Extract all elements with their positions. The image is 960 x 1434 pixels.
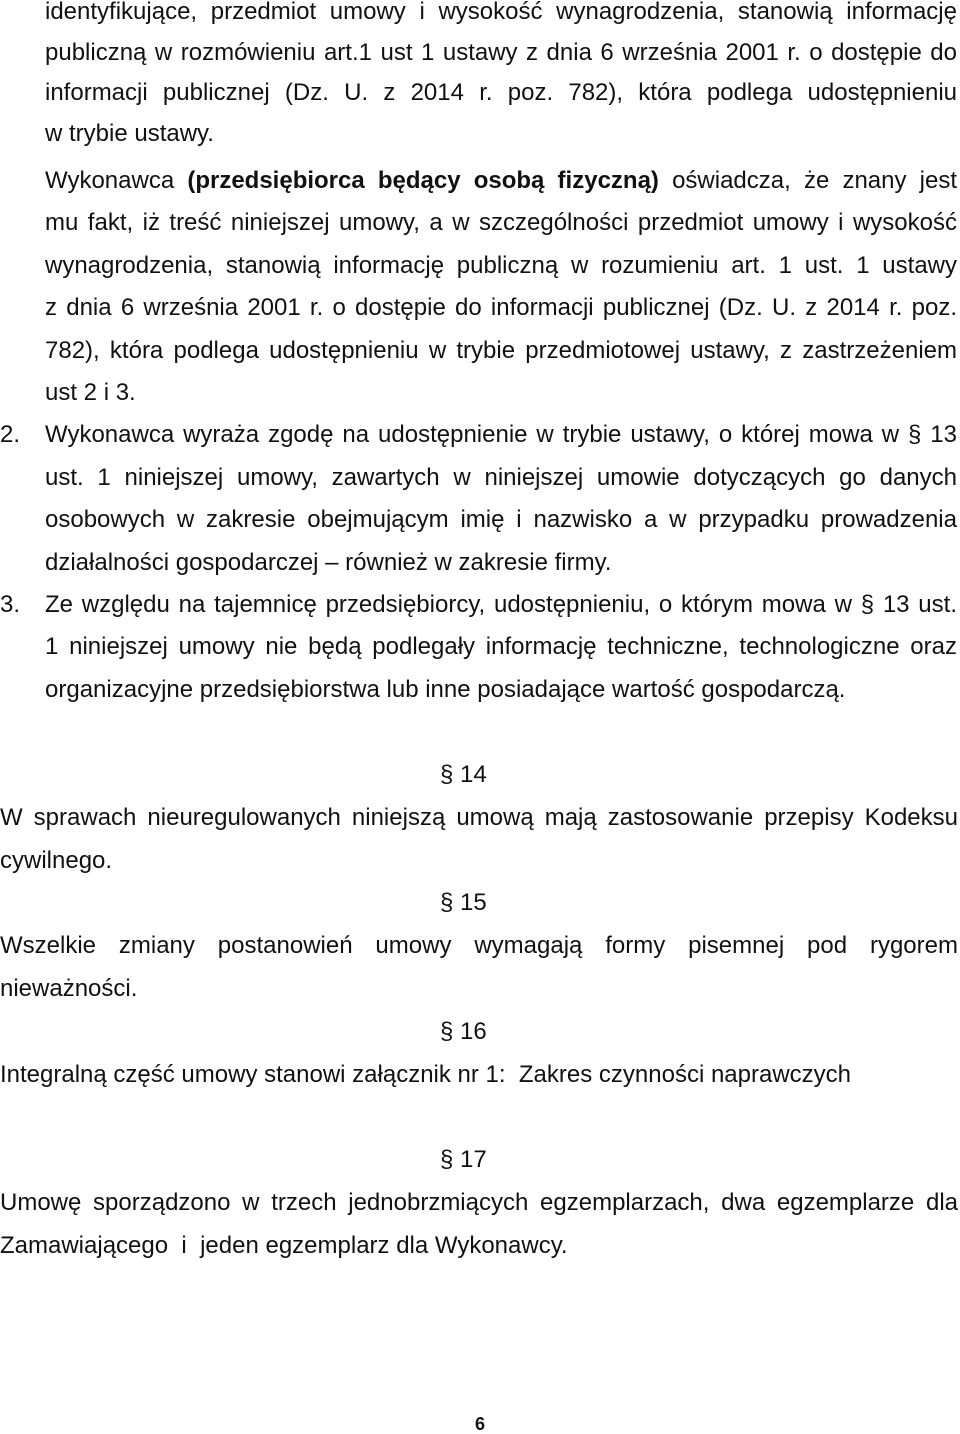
list-item-line: ust. 1 niniejszej umowy, zawartych w niniejszej umowie dotyczących go danych — [45, 463, 957, 491]
paragraph-line: nieważności. — [0, 974, 138, 1002]
paragraph-line: identyfikujące, przedmiot umowy i wysokość wynagrodzenia, stanowią informację — [45, 0, 957, 25]
paragraph-line: ust 2 i 3. — [45, 379, 136, 407]
list-item-line: osobowych w zakresie obejmującym imię i nazwisko a w przypadku prowadzenia — [45, 506, 957, 534]
section-heading: § 16 — [440, 1017, 487, 1045]
paragraph-line: Zamawiającego i jeden egzemplarz dla Wykonawcy. — [0, 1231, 568, 1259]
paragraph-line: wynagrodzenia, stanowią informację publiczną w rozumieniu art. 1 ust. 1 ustawy — [45, 251, 957, 279]
list-item-line — [0, 591, 957, 635]
final-provisions — [0, 763, 960, 1277]
blank-line — [0, 1105, 958, 1148]
section-heading: § 15 — [440, 889, 487, 917]
statement-bold-qualifier: (przedsiębiorca będący osobą fizyczną) — [187, 167, 659, 194]
section-heading: § 17 — [440, 1146, 487, 1174]
continuation-paragraph — [0, 0, 960, 163]
list-item-line: 1 niniejszej umowy nie będą podlegały informację techniczne, technologiczne oraz — [45, 633, 957, 661]
paragraph-line: informacji publicznej (Dz. U. z 2014 r. poz. 782), która podlega udostępnieniu — [45, 79, 957, 107]
paragraph-line: W sprawach nieuregulowanych niniejszą umową mają zastosowanie przepisy Kodeksu — [0, 803, 958, 831]
paragraph-line: publiczną w rozmówieniu art.1 ust 1 ustawy z dnia 6 września 2001 r. o dostępie do — [45, 38, 957, 66]
paragraph-line: z dnia 6 września 2001 r. o dostępie do informacji publicznej (Dz. U. z 2014 r. poz. — [45, 294, 957, 322]
list-item-line — [0, 421, 957, 465]
paragraph-line: Wszelkie zmiany postanowień umowy wymagają formy pisemnej pod rygorem — [0, 932, 958, 960]
page-number: 6 — [474, 1414, 485, 1434]
item-number: 3. — [0, 591, 21, 619]
contractor-clauses — [0, 169, 960, 720]
section-heading: § 14 — [440, 761, 487, 788]
item-number: 2. — [0, 421, 21, 449]
paragraph-line: w trybie ustawy. — [45, 120, 214, 148]
paragraph-line — [45, 169, 957, 211]
list-item-line: działalności gospodarczej – również w zakresie firmy. — [45, 548, 612, 576]
paragraph-line: Umowę sporządzono w trzech jednobrzmiących egzemplarzach, dwa egzemplarze dla — [0, 1188, 958, 1216]
paragraph-line: mu fakt, iż treść niniejszej umowy, a w szczególności przedmiot umowy i wysokość — [45, 209, 957, 237]
paragraph-line: 782), która podlega udostępnieniu w trybie przedmiotowej ustawy, z zastrzeżeniem — [45, 336, 957, 364]
paragraph-line: cywilnego. — [0, 846, 113, 874]
item-text: Ze względu na tajemnicę przedsiębiorcy, udostępnieniu, o którym mowa w § 13 ust. — [45, 591, 957, 619]
list-item-line: organizacyjne przedsiębiorstwa lub inne posiadające wartość gospodarczą. — [45, 675, 846, 703]
paragraph-line: Integralną część umowy stanowi załącznik nr 1: Zakres czynności naprawczych — [0, 1060, 852, 1088]
statement-subject: Wykonawca — [45, 167, 188, 194]
statement-continuation: oświadcza, że znany jest — [658, 167, 957, 194]
item-text: Wykonawca wyraża zgodę na udostępnienie w trybie ustawy, o której mowa w § 13 — [45, 421, 957, 449]
